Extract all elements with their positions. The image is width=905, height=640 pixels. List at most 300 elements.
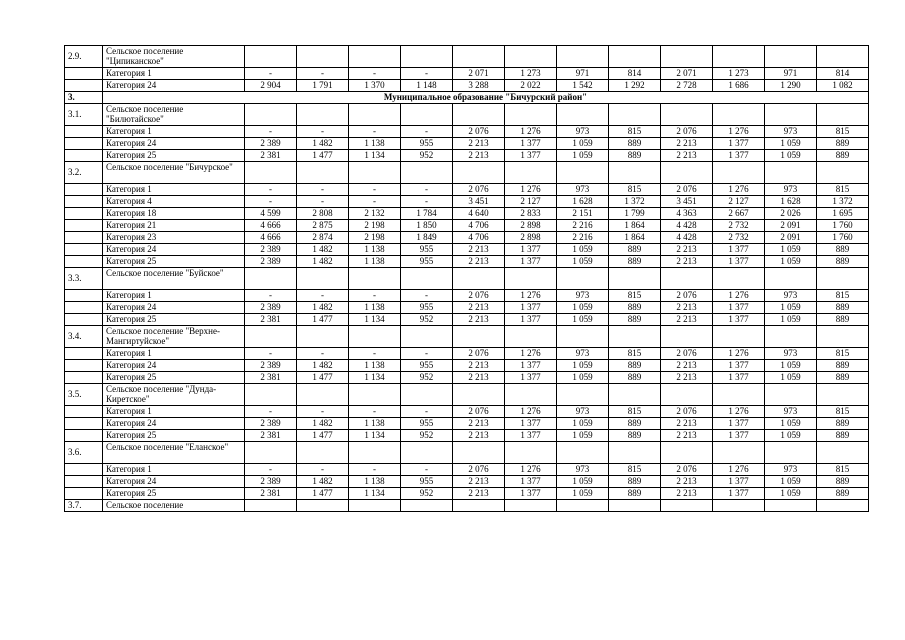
value-cell: 1 628 bbox=[557, 196, 609, 208]
value-cell: 2 389 bbox=[245, 360, 297, 372]
value-cell: 1 276 bbox=[505, 406, 557, 418]
value-cell: 4 363 bbox=[661, 208, 713, 220]
category-row bbox=[65, 196, 869, 208]
category-row bbox=[65, 406, 869, 418]
value-cell: 1 850 bbox=[401, 220, 453, 232]
value-cell: 1 276 bbox=[713, 464, 765, 476]
value-cell: 2 732 bbox=[713, 220, 765, 232]
value-cell: 889 bbox=[609, 256, 661, 268]
empty-cell bbox=[713, 268, 765, 290]
empty-cell bbox=[453, 162, 505, 184]
value-cell: - bbox=[297, 348, 349, 360]
category-label: Категория 24 bbox=[103, 302, 245, 314]
value-cell: 1 059 bbox=[765, 360, 817, 372]
value-cell: 889 bbox=[609, 244, 661, 256]
empty-cell bbox=[713, 162, 765, 184]
empty-cell bbox=[765, 104, 817, 126]
value-cell: 955 bbox=[401, 244, 453, 256]
empty-cell bbox=[349, 500, 401, 512]
value-cell: 973 bbox=[765, 126, 817, 138]
value-cell: 889 bbox=[817, 476, 869, 488]
value-cell: 2 076 bbox=[661, 464, 713, 476]
empty-cell bbox=[505, 500, 557, 512]
value-cell: 889 bbox=[609, 314, 661, 326]
empty-cell bbox=[817, 46, 869, 68]
value-cell: 889 bbox=[817, 372, 869, 384]
value-cell: 1 482 bbox=[297, 244, 349, 256]
value-cell: 2 904 bbox=[245, 80, 297, 92]
value-cell: 1 059 bbox=[765, 430, 817, 442]
value-cell: 889 bbox=[817, 314, 869, 326]
table-body bbox=[65, 46, 869, 512]
value-cell: 1 276 bbox=[505, 464, 557, 476]
value-cell: 2 389 bbox=[245, 244, 297, 256]
value-cell: 889 bbox=[817, 430, 869, 442]
value-cell: 1 377 bbox=[505, 430, 557, 442]
category-row bbox=[65, 208, 869, 220]
value-cell: 952 bbox=[401, 150, 453, 162]
value-cell: 2 732 bbox=[713, 232, 765, 244]
empty-cell bbox=[557, 268, 609, 290]
empty-cell bbox=[349, 268, 401, 290]
value-cell: 952 bbox=[401, 430, 453, 442]
value-cell: 2 389 bbox=[245, 302, 297, 314]
value-cell: 1 784 bbox=[401, 208, 453, 220]
value-cell: 1 059 bbox=[557, 372, 609, 384]
value-cell: - bbox=[349, 348, 401, 360]
value-cell: 1 477 bbox=[297, 488, 349, 500]
value-cell: 952 bbox=[401, 372, 453, 384]
empty-cell bbox=[297, 384, 349, 406]
value-cell: 1 477 bbox=[297, 372, 349, 384]
value-cell: 1 273 bbox=[713, 68, 765, 80]
value-cell: 973 bbox=[765, 406, 817, 418]
value-cell: 955 bbox=[401, 138, 453, 150]
row-code: 3.5. bbox=[65, 384, 103, 406]
row-code: 3. bbox=[65, 92, 103, 104]
empty-cell bbox=[297, 46, 349, 68]
category-label: Категория 1 bbox=[103, 184, 245, 196]
value-cell: 2 076 bbox=[661, 184, 713, 196]
value-cell: 1 276 bbox=[505, 184, 557, 196]
value-cell: 889 bbox=[817, 360, 869, 372]
value-cell: 2 091 bbox=[765, 232, 817, 244]
empty-cell bbox=[453, 326, 505, 348]
row-code bbox=[65, 348, 103, 360]
value-cell: - bbox=[401, 290, 453, 302]
category-row bbox=[65, 126, 869, 138]
value-cell: 1 059 bbox=[557, 418, 609, 430]
row-code bbox=[65, 208, 103, 220]
value-cell: 1 760 bbox=[817, 220, 869, 232]
category-label: Категория 25 bbox=[103, 372, 245, 384]
settlement-row bbox=[65, 326, 869, 348]
empty-cell bbox=[505, 162, 557, 184]
empty-cell bbox=[349, 104, 401, 126]
value-cell: 889 bbox=[609, 488, 661, 500]
value-cell: 2 213 bbox=[661, 488, 713, 500]
value-cell: 2 076 bbox=[453, 348, 505, 360]
empty-cell bbox=[557, 46, 609, 68]
value-cell: 1 059 bbox=[765, 302, 817, 314]
empty-cell bbox=[817, 326, 869, 348]
value-cell: 1 377 bbox=[713, 256, 765, 268]
category-label: Категория 18 bbox=[103, 208, 245, 220]
value-cell: - bbox=[349, 196, 401, 208]
row-code: 3.7. bbox=[65, 500, 103, 512]
value-cell: 889 bbox=[609, 418, 661, 430]
category-label: Категория 1 bbox=[103, 68, 245, 80]
value-cell: 2 389 bbox=[245, 418, 297, 430]
empty-cell bbox=[609, 442, 661, 464]
category-label: Категория 23 bbox=[103, 232, 245, 244]
category-row bbox=[65, 430, 869, 442]
value-cell: 973 bbox=[765, 348, 817, 360]
value-cell: 2 076 bbox=[661, 290, 713, 302]
value-cell: 1 377 bbox=[713, 302, 765, 314]
category-row bbox=[65, 68, 869, 80]
value-cell: 1 377 bbox=[713, 430, 765, 442]
value-cell: 1 138 bbox=[349, 476, 401, 488]
empty-cell bbox=[765, 46, 817, 68]
empty-cell bbox=[817, 268, 869, 290]
value-cell: 1 477 bbox=[297, 150, 349, 162]
empty-cell bbox=[505, 326, 557, 348]
value-cell: - bbox=[245, 68, 297, 80]
settlement-row bbox=[65, 162, 869, 184]
empty-cell bbox=[557, 162, 609, 184]
empty-cell bbox=[765, 326, 817, 348]
value-cell: 1 864 bbox=[609, 220, 661, 232]
value-cell: 889 bbox=[817, 150, 869, 162]
value-cell: 2 381 bbox=[245, 488, 297, 500]
value-cell: 1 134 bbox=[349, 488, 401, 500]
empty-cell bbox=[297, 162, 349, 184]
municipality-row bbox=[65, 92, 869, 104]
value-cell: 1 377 bbox=[505, 256, 557, 268]
value-cell: 1 372 bbox=[817, 196, 869, 208]
value-cell: 1 377 bbox=[713, 372, 765, 384]
value-cell: - bbox=[297, 406, 349, 418]
empty-cell bbox=[817, 104, 869, 126]
value-cell: 1 482 bbox=[297, 418, 349, 430]
empty-cell bbox=[661, 268, 713, 290]
category-label: Категория 24 bbox=[103, 138, 245, 150]
empty-cell bbox=[245, 384, 297, 406]
empty-cell bbox=[661, 384, 713, 406]
value-cell: 973 bbox=[765, 290, 817, 302]
value-cell: 2 381 bbox=[245, 314, 297, 326]
empty-cell bbox=[505, 442, 557, 464]
empty-cell bbox=[297, 500, 349, 512]
value-cell: 2 898 bbox=[505, 220, 557, 232]
empty-cell bbox=[401, 162, 453, 184]
value-cell: 1 542 bbox=[557, 80, 609, 92]
value-cell: - bbox=[349, 406, 401, 418]
value-cell: 955 bbox=[401, 302, 453, 314]
category-label: Категория 25 bbox=[103, 430, 245, 442]
empty-cell bbox=[609, 104, 661, 126]
value-cell: 2 076 bbox=[661, 406, 713, 418]
value-cell: 1 377 bbox=[505, 302, 557, 314]
row-code: 3.6. bbox=[65, 442, 103, 464]
value-cell: 1 377 bbox=[505, 372, 557, 384]
value-cell: 2 381 bbox=[245, 430, 297, 442]
row-code: 3.3. bbox=[65, 268, 103, 290]
value-cell: 4 666 bbox=[245, 220, 297, 232]
empty-cell bbox=[453, 46, 505, 68]
value-cell: 1 482 bbox=[297, 476, 349, 488]
value-cell: 1 377 bbox=[713, 360, 765, 372]
row-code bbox=[65, 290, 103, 302]
row-code bbox=[65, 476, 103, 488]
value-cell: 2 026 bbox=[765, 208, 817, 220]
value-cell: 2 071 bbox=[453, 68, 505, 80]
value-cell: 1 695 bbox=[817, 208, 869, 220]
row-code bbox=[65, 314, 103, 326]
value-cell: 2 874 bbox=[297, 232, 349, 244]
value-cell: 2 213 bbox=[661, 372, 713, 384]
row-code bbox=[65, 184, 103, 196]
value-cell: 973 bbox=[557, 184, 609, 196]
value-cell: 2 833 bbox=[505, 208, 557, 220]
empty-cell bbox=[661, 326, 713, 348]
value-cell: 814 bbox=[609, 68, 661, 80]
value-cell: 1 377 bbox=[713, 476, 765, 488]
value-cell: - bbox=[349, 290, 401, 302]
value-cell: 2 071 bbox=[661, 68, 713, 80]
empty-cell bbox=[713, 46, 765, 68]
value-cell: - bbox=[297, 184, 349, 196]
row-code: 3.2. bbox=[65, 162, 103, 184]
empty-cell bbox=[297, 326, 349, 348]
settlement-row bbox=[65, 104, 869, 126]
row-code bbox=[65, 302, 103, 314]
empty-cell bbox=[713, 326, 765, 348]
value-cell: 3 451 bbox=[453, 196, 505, 208]
value-cell: 1 799 bbox=[609, 208, 661, 220]
value-cell: - bbox=[401, 348, 453, 360]
value-cell: 1 477 bbox=[297, 314, 349, 326]
value-cell: 1 377 bbox=[713, 244, 765, 256]
empty-cell bbox=[609, 326, 661, 348]
empty-cell bbox=[453, 268, 505, 290]
settlement-name: Сельское поселение "Билютайское" bbox=[103, 104, 245, 126]
settlement-name: Сельское поселение "Ципиканское" bbox=[103, 46, 245, 68]
value-cell: 1 082 bbox=[817, 80, 869, 92]
value-cell: 955 bbox=[401, 418, 453, 430]
value-cell: - bbox=[297, 126, 349, 138]
category-label: Категория 25 bbox=[103, 150, 245, 162]
value-cell: - bbox=[349, 68, 401, 80]
value-cell: 815 bbox=[609, 406, 661, 418]
value-cell: 2 132 bbox=[349, 208, 401, 220]
empty-cell bbox=[349, 46, 401, 68]
empty-cell bbox=[765, 268, 817, 290]
value-cell: 2 151 bbox=[557, 208, 609, 220]
municipality-title: Муниципальное образование "Бичурский район" bbox=[103, 92, 869, 104]
value-cell: - bbox=[349, 126, 401, 138]
settlement-name: Сельское поселение "Еланское" bbox=[103, 442, 245, 464]
value-cell: 2 213 bbox=[661, 302, 713, 314]
category-row bbox=[65, 302, 869, 314]
category-row bbox=[65, 232, 869, 244]
value-cell: 2 198 bbox=[349, 220, 401, 232]
value-cell: 971 bbox=[765, 68, 817, 80]
value-cell: 2 389 bbox=[245, 476, 297, 488]
category-row bbox=[65, 244, 869, 256]
empty-cell bbox=[245, 326, 297, 348]
value-cell: 1 377 bbox=[505, 244, 557, 256]
value-cell: 815 bbox=[609, 464, 661, 476]
empty-cell bbox=[297, 104, 349, 126]
empty-cell bbox=[453, 500, 505, 512]
value-cell: 971 bbox=[557, 68, 609, 80]
row-code bbox=[65, 488, 103, 500]
value-cell: - bbox=[245, 196, 297, 208]
row-code bbox=[65, 196, 103, 208]
empty-cell bbox=[713, 500, 765, 512]
value-cell: 973 bbox=[557, 464, 609, 476]
value-cell: 815 bbox=[817, 126, 869, 138]
empty-cell bbox=[713, 104, 765, 126]
category-label: Категория 24 bbox=[103, 476, 245, 488]
value-cell: 1 377 bbox=[713, 418, 765, 430]
settlement-name: Сельское поселение "Верхне-Мангиртуйское" bbox=[103, 326, 245, 348]
value-cell: - bbox=[245, 126, 297, 138]
value-cell: 2 076 bbox=[453, 126, 505, 138]
value-cell: 1 377 bbox=[505, 360, 557, 372]
value-cell: 815 bbox=[817, 348, 869, 360]
value-cell: 3 451 bbox=[661, 196, 713, 208]
value-cell: 1 276 bbox=[713, 184, 765, 196]
category-row bbox=[65, 256, 869, 268]
value-cell: 2 213 bbox=[661, 476, 713, 488]
settlement-row bbox=[65, 268, 869, 290]
settlement-name: Сельское поселение "Дунда-Киретское" bbox=[103, 384, 245, 406]
category-row bbox=[65, 138, 869, 150]
value-cell: - bbox=[401, 464, 453, 476]
value-cell: - bbox=[245, 406, 297, 418]
value-cell: 1 276 bbox=[713, 290, 765, 302]
empty-cell bbox=[609, 46, 661, 68]
value-cell: 1 138 bbox=[349, 244, 401, 256]
value-cell: 2 213 bbox=[453, 302, 505, 314]
empty-cell bbox=[349, 384, 401, 406]
value-cell: 1 377 bbox=[505, 488, 557, 500]
row-code bbox=[65, 80, 103, 92]
empty-cell bbox=[401, 46, 453, 68]
empty-cell bbox=[505, 46, 557, 68]
value-cell: 1 849 bbox=[401, 232, 453, 244]
category-row bbox=[65, 360, 869, 372]
empty-cell bbox=[609, 500, 661, 512]
value-cell: 1 477 bbox=[297, 430, 349, 442]
value-cell: 4 428 bbox=[661, 220, 713, 232]
empty-cell bbox=[453, 104, 505, 126]
value-cell: 2 381 bbox=[245, 150, 297, 162]
value-cell: 4 599 bbox=[245, 208, 297, 220]
empty-cell bbox=[401, 384, 453, 406]
empty-cell bbox=[245, 442, 297, 464]
value-cell: 4 428 bbox=[661, 232, 713, 244]
value-cell: 1 059 bbox=[557, 430, 609, 442]
row-code bbox=[65, 150, 103, 162]
empty-cell bbox=[557, 104, 609, 126]
value-cell: 889 bbox=[609, 372, 661, 384]
empty-cell bbox=[453, 442, 505, 464]
value-cell: 2 022 bbox=[505, 80, 557, 92]
empty-cell bbox=[817, 500, 869, 512]
value-cell: 973 bbox=[557, 290, 609, 302]
value-cell: 2 198 bbox=[349, 232, 401, 244]
value-cell: 1 059 bbox=[557, 244, 609, 256]
value-cell: 2 213 bbox=[453, 256, 505, 268]
value-cell: 1 059 bbox=[557, 488, 609, 500]
value-cell: 814 bbox=[817, 68, 869, 80]
category-row bbox=[65, 220, 869, 232]
value-cell: - bbox=[297, 68, 349, 80]
value-cell: 889 bbox=[817, 418, 869, 430]
value-cell: 889 bbox=[817, 138, 869, 150]
value-cell: 1 377 bbox=[505, 138, 557, 150]
value-cell: 1 276 bbox=[505, 126, 557, 138]
value-cell: 1 377 bbox=[505, 150, 557, 162]
value-cell: 1 059 bbox=[765, 314, 817, 326]
empty-cell bbox=[349, 442, 401, 464]
category-row bbox=[65, 418, 869, 430]
value-cell: 1 138 bbox=[349, 302, 401, 314]
category-label: Категория 1 bbox=[103, 290, 245, 302]
value-cell: 1 138 bbox=[349, 418, 401, 430]
value-cell: 2 213 bbox=[453, 476, 505, 488]
row-code bbox=[65, 220, 103, 232]
value-cell: 2 127 bbox=[505, 196, 557, 208]
category-row bbox=[65, 488, 869, 500]
value-cell: 952 bbox=[401, 314, 453, 326]
value-cell: 1 292 bbox=[609, 80, 661, 92]
empty-cell bbox=[557, 500, 609, 512]
value-cell: 889 bbox=[817, 302, 869, 314]
value-cell: - bbox=[401, 196, 453, 208]
value-cell: 1 628 bbox=[765, 196, 817, 208]
empty-cell bbox=[401, 326, 453, 348]
value-cell: 1 059 bbox=[557, 138, 609, 150]
empty-cell bbox=[765, 384, 817, 406]
value-cell: 1 059 bbox=[765, 372, 817, 384]
value-cell: 1 059 bbox=[765, 476, 817, 488]
value-cell: 815 bbox=[817, 290, 869, 302]
value-cell: 973 bbox=[557, 406, 609, 418]
value-cell: 2 076 bbox=[661, 126, 713, 138]
category-label: Категория 25 bbox=[103, 256, 245, 268]
value-cell: 1 760 bbox=[817, 232, 869, 244]
value-cell: 2 667 bbox=[713, 208, 765, 220]
row-code bbox=[65, 244, 103, 256]
value-cell: 2 076 bbox=[453, 290, 505, 302]
empty-cell bbox=[505, 268, 557, 290]
value-cell: - bbox=[245, 184, 297, 196]
value-cell: 1 138 bbox=[349, 256, 401, 268]
empty-cell bbox=[661, 46, 713, 68]
value-cell: - bbox=[297, 464, 349, 476]
value-cell: 1 482 bbox=[297, 256, 349, 268]
empty-cell bbox=[713, 384, 765, 406]
value-cell: 973 bbox=[557, 348, 609, 360]
value-cell: 4 706 bbox=[453, 220, 505, 232]
value-cell: 1 059 bbox=[765, 150, 817, 162]
value-cell: 1 059 bbox=[557, 314, 609, 326]
